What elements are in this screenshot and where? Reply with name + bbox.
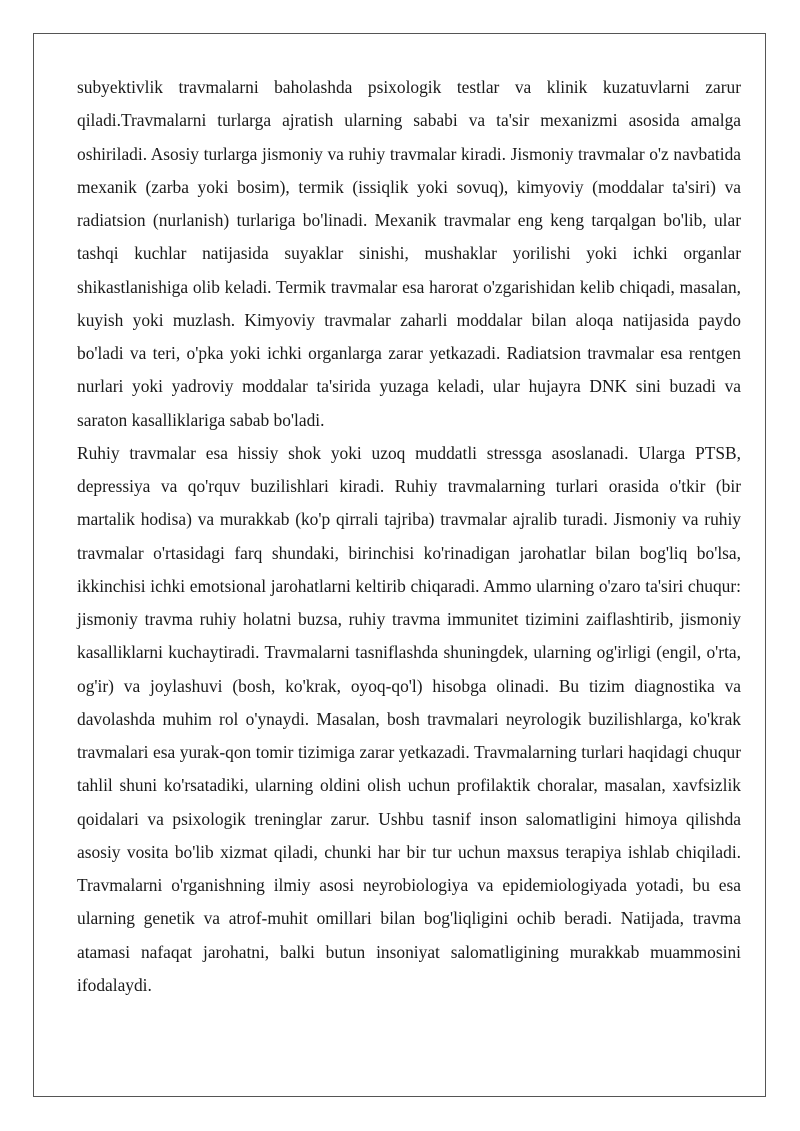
paragraph-2: Ruhiy travmalar esa hissiy shok yoki uzoq muddatli stressga asoslanadi. Ularga PTSB, depressiya va qo'rquv buzilishlari kiradi. Ruhiy travmalarning turlari orasida o'tkir (bir martalik hodisa) va murakkab (ko'p qirrali tajriba) travmalar ajralib turadi. Jismoniy va ruhiy travmalar o'rtasidagi farq shundaki, birinchisi ko'rinadigan jarohatlar bilan bog'liq bo'lsa, ikkinchisi ichki emotsional jarohatlarni keltirib chiqaradi. Ammo ularning o'zaro ta'siri chuqur: jismoniy travma ruhiy holatni buzsa, ruhiy travma immunitet tizimini zaiflashtirib, jismoniy kasalliklarni kuchaytiradi. Travmalarni tasniflashda shuningdek, ularning og'irligi (engil, o'rta, og'ir) va joylashuvi (bosh, ko'krak, oyoq-qo'l) hisobga olinadi. Bu tizim diagnostika va davolashda muhim rol o'ynaydi. Masalan, bosh travmalari neyrologik buzilishlarga, ko'krak travmalari esa yurak-qon tomir tizimiga zarar yetkazadi. Travmalarning turlari haqidagi chuqur tahlil shuni ko'rsatadiki, ularning oldini olish uchun profilaktik choralar, masalan, xavfsizlik qoidalari va psixologik treninglar zarur. Ushbu tasnif inson salomatligini himoya qilishda asosiy vosita bo'lib xizmat qiladi, chunki har bir tur uchun maxsus terapiya ishlab chiqiladi. Travmalarni o'rganishning ilmiy asosi neyrobiologiya va epidemiologiyada yotadi, bu esa ularning genetik va atrof-muhit omillari bilan bog'liqligini ochib beradi. Natijada, travma atamasi nafaqat jarohatni, balki butun insoniyat salomatligining murakkab muammosini ifodalaydi. [77, 442, 741, 995]
paragraph-1: subyektivlik travmalarni baholashda psixologik testlar va klinik kuzatuvlarni zarur qiladi.Travmalarni turlarga ajratish ularning sababi va ta'sir mexanizmi asosida amalga oshiriladi. Asosiy turlarga jismoniy va ruhiy travmalar kiradi. Jismoniy travmalar o'z navbatida mexanik (zarba yoki bosim), termik (issiqlik yoki sovuq), kimyoviy (moddalar ta'siri) va radiatsion (nurlanish) turlariga bo'linadi. Mexanik travmalar eng keng tarqalgan bo'lib, ular tashqi kuchlar natijasida suyaklar sinishi, mushaklar yorilishi yoki ichki organlar shikastlanishiga olib keladi. Termik travmalar esa harorat o'zgarishidan kelib chiqadi, masalan, kuyish yoki muzlash. Kimyoviy travmalar zaharli moddalar bilan aloqa natijasida paydo bo'ladi va teri, o'pka yoki ichki organlarga zarar yetkazadi. Radiatsion travmalar esa rentgen nurlari yoki yadroviy moddalar ta'sirida yuzaga keladi, ular hujayra DNK sini buzadi va saraton kasalliklariga sabab bo'ladi. [77, 77, 741, 430]
document-body [77, 71, 741, 1002]
